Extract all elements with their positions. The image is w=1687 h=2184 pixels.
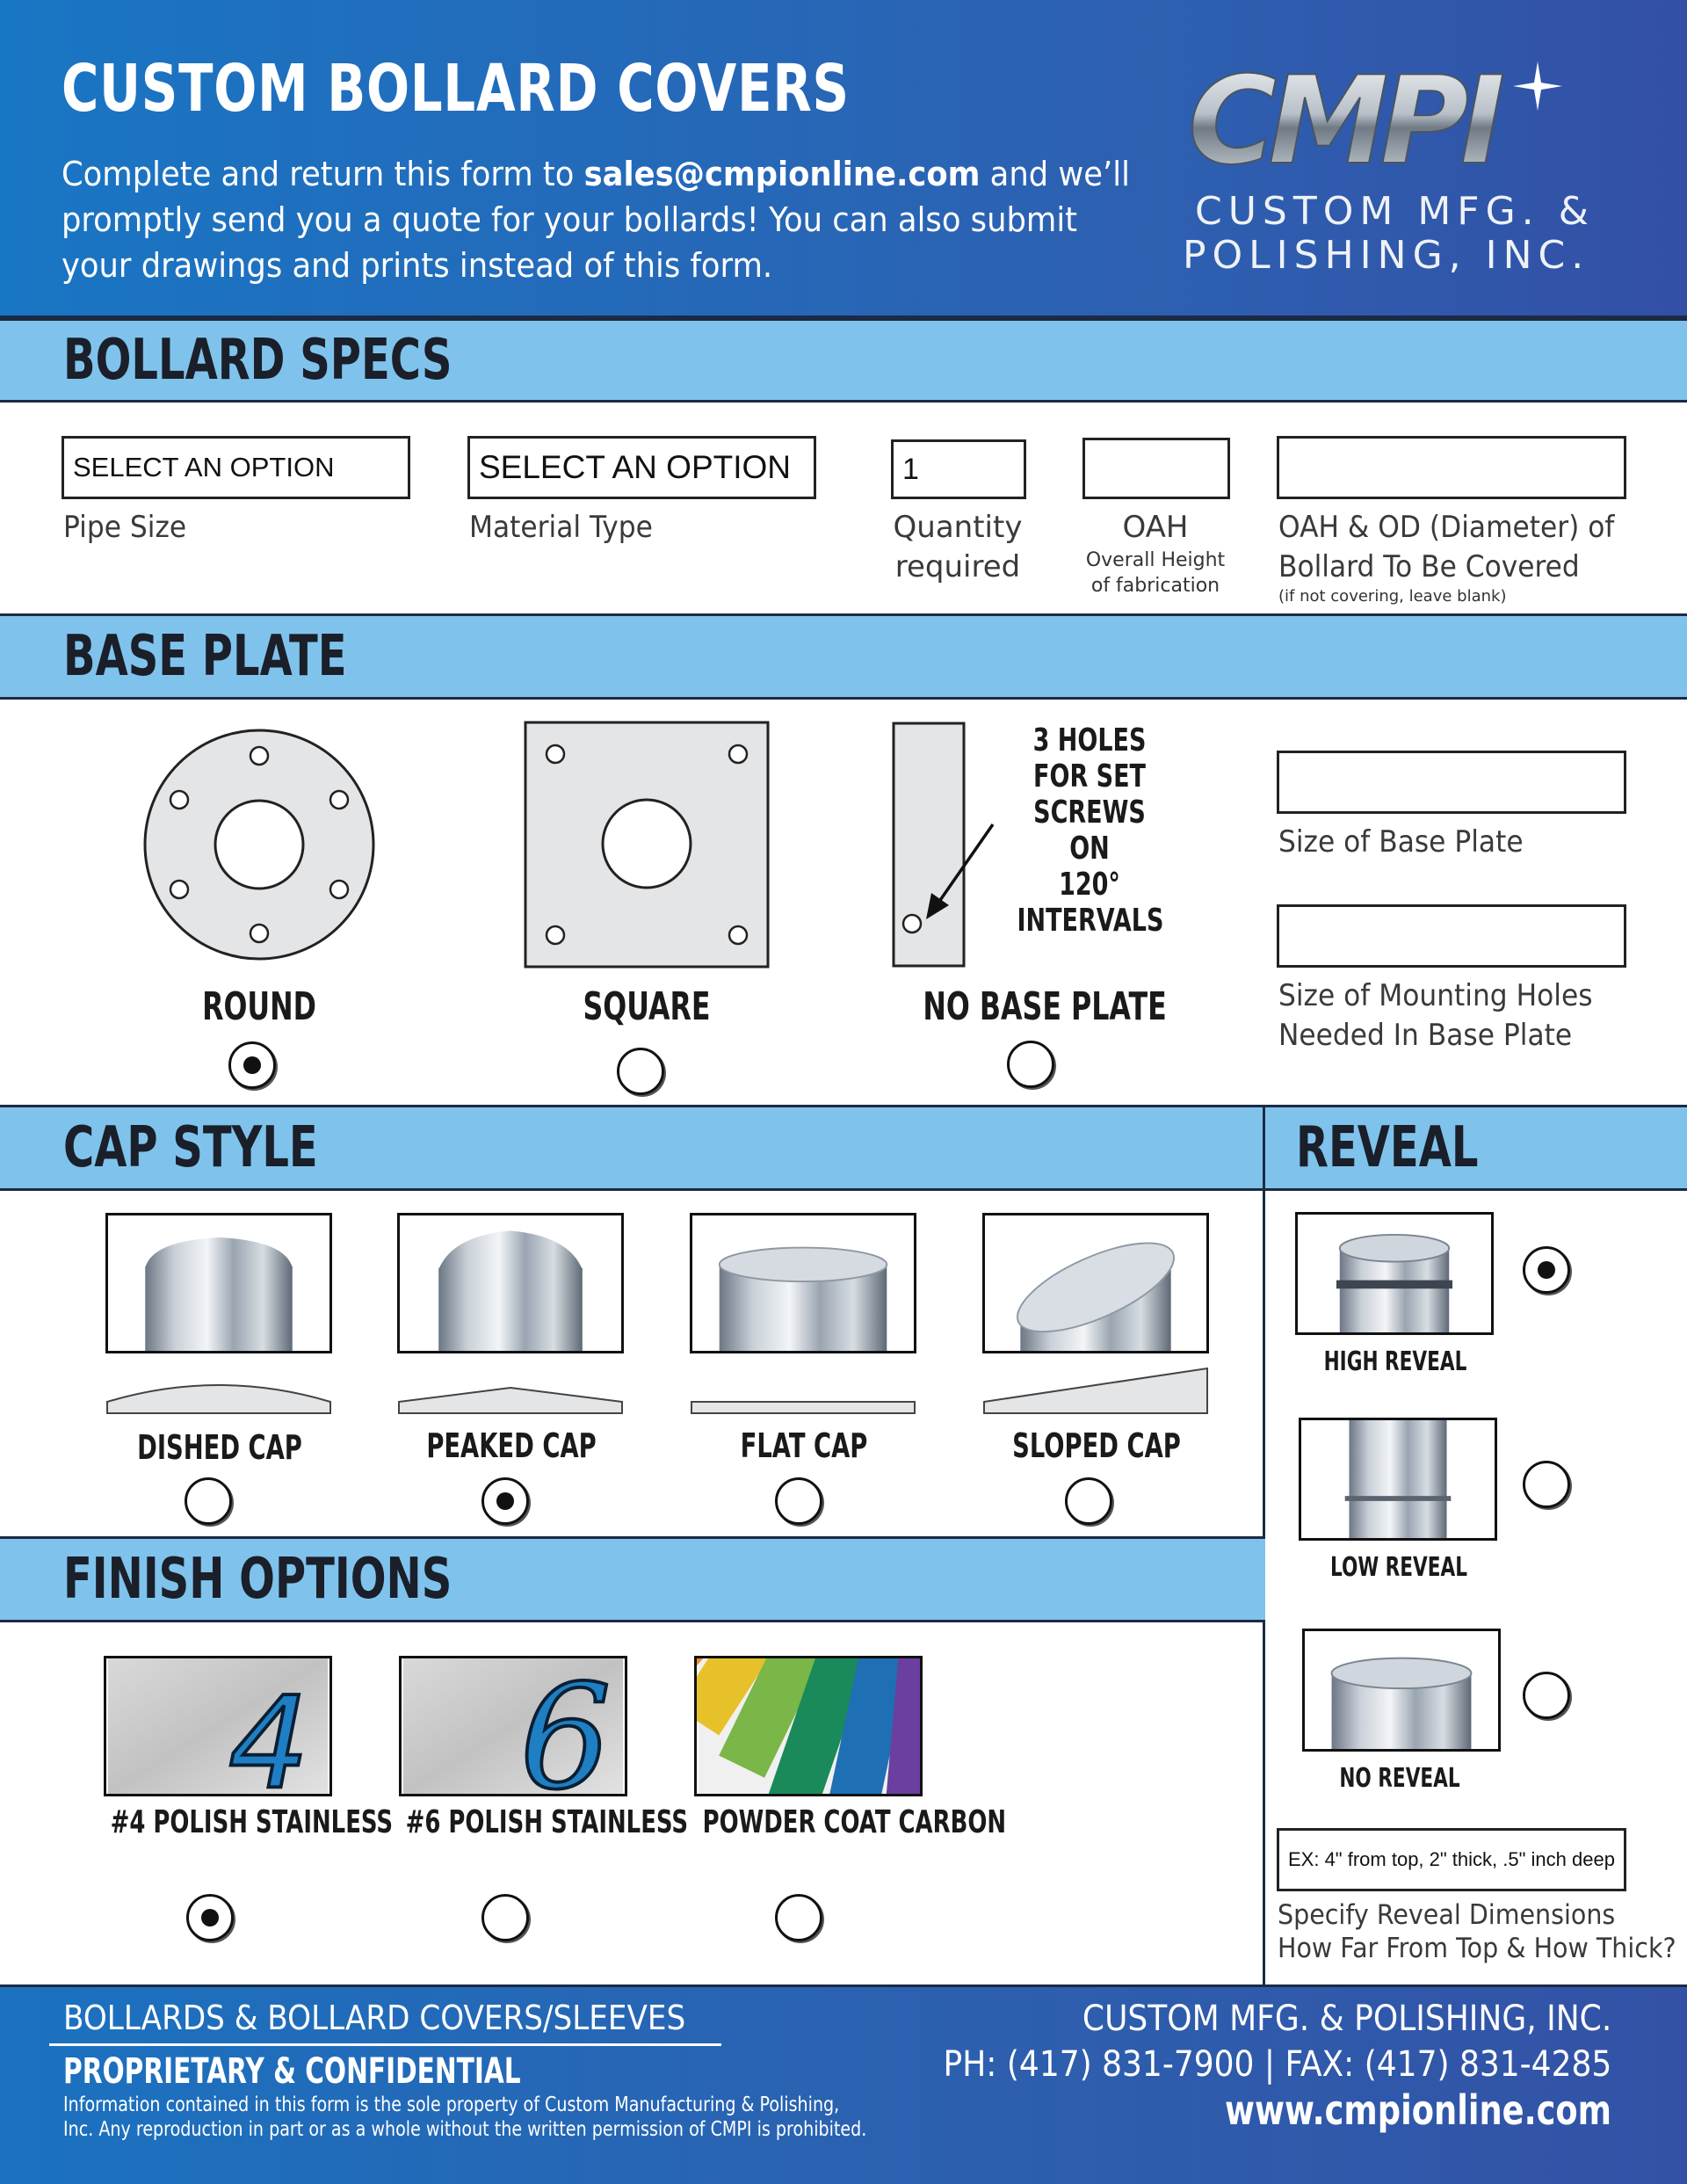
- low-reveal-photo: [1299, 1418, 1497, 1541]
- peaked-cap-label: PEAKED CAP: [426, 1426, 597, 1465]
- footer-divider: [49, 2043, 721, 2046]
- cap-style-title: CAP STYLE: [63, 1115, 318, 1180]
- oah-od-field[interactable]: [1277, 436, 1626, 499]
- high-reveal-radio[interactable]: [1523, 1246, 1570, 1294]
- peaked-cap-photo: [397, 1213, 624, 1353]
- square-option-label: SQUARE: [583, 984, 711, 1029]
- flat-cap-photo: [690, 1213, 916, 1353]
- sloped-cap-profile: [982, 1367, 1209, 1415]
- flat-cap-label: FLAT CAP: [740, 1426, 868, 1465]
- footer-phone-fax: PH: (417) 831-7900 | FAX: (417) 831-4285: [943, 2044, 1611, 2085]
- pipe-size-label: Pipe Size: [63, 510, 187, 545]
- oah-label-group: [1072, 508, 1239, 599]
- dished-cap-photo: [105, 1213, 332, 1353]
- svg-text:6: 6: [519, 1656, 612, 1796]
- pipe-size-select[interactable]: SELECT AN OPTION: [62, 436, 410, 499]
- polish-6-radio[interactable]: [481, 1894, 529, 1941]
- oah-od-note: (if not covering, leave blank): [1278, 587, 1507, 606]
- dished-cap-profile: [105, 1367, 332, 1415]
- base-plate-size-field[interactable]: [1277, 751, 1626, 814]
- oah-od-label-1: OAH & OD (Diameter) of: [1278, 510, 1615, 545]
- high-reveal-label: HIGH REVEAL: [1323, 1346, 1467, 1377]
- peaked-cap-profile: [397, 1367, 624, 1415]
- base-plate-title: BASE PLATE: [63, 624, 347, 689]
- material-type-select[interactable]: SELECT AN OPTION: [467, 436, 816, 499]
- polish-4-swatch: [104, 1656, 332, 1796]
- svg-text:CUSTOM MFG. &: CUSTOM MFG. &: [1195, 189, 1595, 234]
- oah-label: OAH: [1122, 510, 1189, 545]
- disclaimer-line-1: Information contained in this form is the sole property of Custom Manufacturing & Polishing,: [63, 2093, 840, 2116]
- dished-cap-radio[interactable]: [185, 1477, 232, 1525]
- no-base-plate-radio[interactable]: [1007, 1041, 1054, 1088]
- no-reveal-radio[interactable]: [1523, 1672, 1570, 1719]
- footer-company: CUSTOM MFG. & POLISHING, INC.: [1082, 1999, 1611, 2039]
- no-base-plate-option-label: NO BASE PLATE: [923, 984, 1167, 1029]
- powder-coat-label: POWDER COAT CARBON: [702, 1804, 1007, 1840]
- bollard-specs-title: BOLLARD SPECS: [63, 328, 453, 393]
- intro-line-3: your drawings and prints instead of this form.: [62, 246, 773, 285]
- intro-line-2: promptly send you a quote for your bollards! You can also submit: [62, 200, 1078, 239]
- sloped-cap-photo: [982, 1213, 1209, 1353]
- polish-4-radio[interactable]: [186, 1894, 234, 1941]
- mounting-holes-label-1: Size of Mounting Holes: [1278, 978, 1593, 1013]
- polish-4-label: #4 POLISH STAINLESS: [110, 1804, 394, 1840]
- powder-coat-radio[interactable]: [775, 1894, 822, 1941]
- no-reveal-photo: [1302, 1629, 1501, 1752]
- no-reveal-label: NO REVEAL: [1339, 1763, 1460, 1794]
- round-option-label: ROUND: [202, 984, 316, 1029]
- flat-cap-profile: [690, 1367, 916, 1415]
- quantity-field[interactable]: 1: [891, 439, 1026, 499]
- powder-coat-swatch: [694, 1656, 923, 1796]
- finish-options-title: FINISH OPTIONS: [63, 1547, 453, 1612]
- svg-text:CMPI: CMPI: [1188, 50, 1497, 192]
- oah-od-label-2: Bollard To Be Covered: [1278, 549, 1580, 584]
- oah-field[interactable]: [1082, 438, 1230, 499]
- square-radio[interactable]: [617, 1048, 664, 1095]
- svg-text:4: 4: [228, 1670, 309, 1796]
- oah-od-label-group: [1278, 508, 1644, 606]
- footer-tagline: BOLLARDS & BOLLARD COVERS/SLEEVES: [63, 1999, 686, 2037]
- intro-line-1-end: and we’ll: [980, 155, 1130, 193]
- intro-text: [62, 151, 1186, 288]
- flat-cap-radio[interactable]: [775, 1477, 822, 1525]
- cmpi-logo: [1177, 44, 1634, 290]
- set-screw-annotation: 3 HOLES FOR SET SCREWS ON 120° INTERVALS: [1017, 722, 1164, 939]
- reveal-dimensions-label-1: Specify Reveal Dimensions: [1278, 1899, 1616, 1931]
- square-plate-diagram: [524, 721, 770, 969]
- page-title: CUSTOM BOLLARD COVERS: [62, 51, 850, 127]
- intro-line-1: Complete and return this form to: [62, 155, 584, 193]
- mounting-holes-label-2: Needed In Base Plate: [1278, 1018, 1573, 1053]
- mounting-holes-label-group: [1278, 976, 1620, 1056]
- svg-text:POLISHING, INC.: POLISHING, INC.: [1183, 233, 1590, 278]
- quantity-label: Quantity required: [893, 510, 1023, 584]
- footer-website-link[interactable]: www.cmpionline.com: [1224, 2086, 1611, 2134]
- reveal-dimensions-field[interactable]: EX: 4" from top, 2" thick, .5" inch deep: [1277, 1828, 1626, 1891]
- mounting-holes-field[interactable]: [1277, 904, 1626, 968]
- dished-cap-label: DISHED CAP: [137, 1428, 302, 1467]
- base-plate-size-label: Size of Base Plate: [1278, 824, 1524, 860]
- round-radio[interactable]: [228, 1041, 276, 1089]
- polish-6-label: #6 POLISH STAINLESS: [405, 1804, 689, 1840]
- polish-6-swatch: [399, 1656, 627, 1796]
- oah-sublabel-1: Overall Height: [1085, 549, 1226, 571]
- material-type-label: Material Type: [469, 510, 653, 545]
- round-plate-diagram: [141, 726, 378, 963]
- oah-sublabel-2: of fabrication: [1090, 575, 1220, 597]
- proprietary-heading: PROPRIETARY & CONFIDENTIAL: [63, 2051, 521, 2092]
- peaked-cap-radio[interactable]: [481, 1477, 529, 1525]
- sloped-cap-label: SLOPED CAP: [1012, 1426, 1181, 1465]
- disclaimer-line-2: Inc. Any reproduction in part or as a whole without the written permission of CMPI is prohibited.: [63, 2118, 867, 2141]
- sloped-cap-radio[interactable]: [1065, 1477, 1112, 1525]
- high-reveal-photo: [1295, 1212, 1494, 1335]
- reveal-dimensions-label-group: [1278, 1898, 1687, 1965]
- reveal-title: REVEAL: [1296, 1115, 1479, 1180]
- sales-email-link[interactable]: sales@cmpionline.com: [583, 155, 981, 193]
- low-reveal-label: LOW REVEAL: [1329, 1552, 1468, 1583]
- low-reveal-radio[interactable]: [1523, 1461, 1570, 1508]
- reveal-dimensions-label-2: How Far From Top & How Thick?: [1278, 1933, 1676, 1964]
